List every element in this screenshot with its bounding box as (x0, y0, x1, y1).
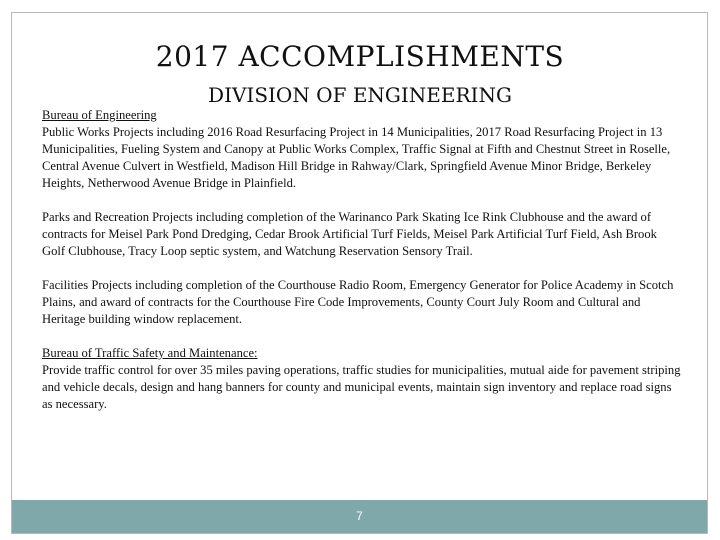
footer-bar (12, 500, 707, 533)
section-heading-traffic: Bureau of Traffic Safety and Maintenance: (42, 346, 258, 360)
paragraph-facilities: Facilities Projects including completion of the Courthouse Radio Room, Emergency Generator for Police Academy in Scotch Plains, and award of contracts for the Courthouse Fire Code Improvements, County Court July Room and Cultural and Heritage building window replacement. (42, 278, 674, 326)
slide-content (42, 107, 682, 430)
slide-title: 2017 ACCOMPLISHMENTS (155, 40, 565, 73)
section-heading-engineering: Bureau of Engineering (42, 108, 157, 122)
paragraph-public-works: Public Works Projects including 2016 Road Resurfacing Project in 14 Municipalities, 2017 Road Resurfacing Project in 13 Municipalities, Fueling System and Canopy at Public Works Complex, Traffic Signal at Fifth and Chestnut Street in Roselle, Central Avenue Culvert in Westfield, Madison Hill Bridge in Rahway/Clark, Springfield Avenue Minor Bridge, Berkeley Heights, Netherwood Avenue Bridge in Plainfield. (42, 125, 671, 190)
slide-subtitle: DIVISION OF ENGINEERING (208, 83, 512, 107)
paragraph-traffic-safety: Provide traffic control for over 35 miles paving operations, traffic studies for municipalities, mutual aide for pavement striping and vehicle decals, design and hang banners for county and municipal events, maintain sign inventory and replace road signs as necessary. (42, 363, 681, 411)
paragraph-parks-recreation: Parks and Recreation Projects including completion of the Warinanco Park Skating Ice Rink Clubhouse and the award of contracts for Meisel Park Pond Dredging, Cedar Brook Artificial Turf Fields, Meisel Park Artificial Turf Field, Ash Brook Golf Clubhouse, Tracy Loop septic system, and Watchung Reservation Sensory Trail. (42, 210, 657, 258)
page-number: 7 (356, 509, 363, 523)
